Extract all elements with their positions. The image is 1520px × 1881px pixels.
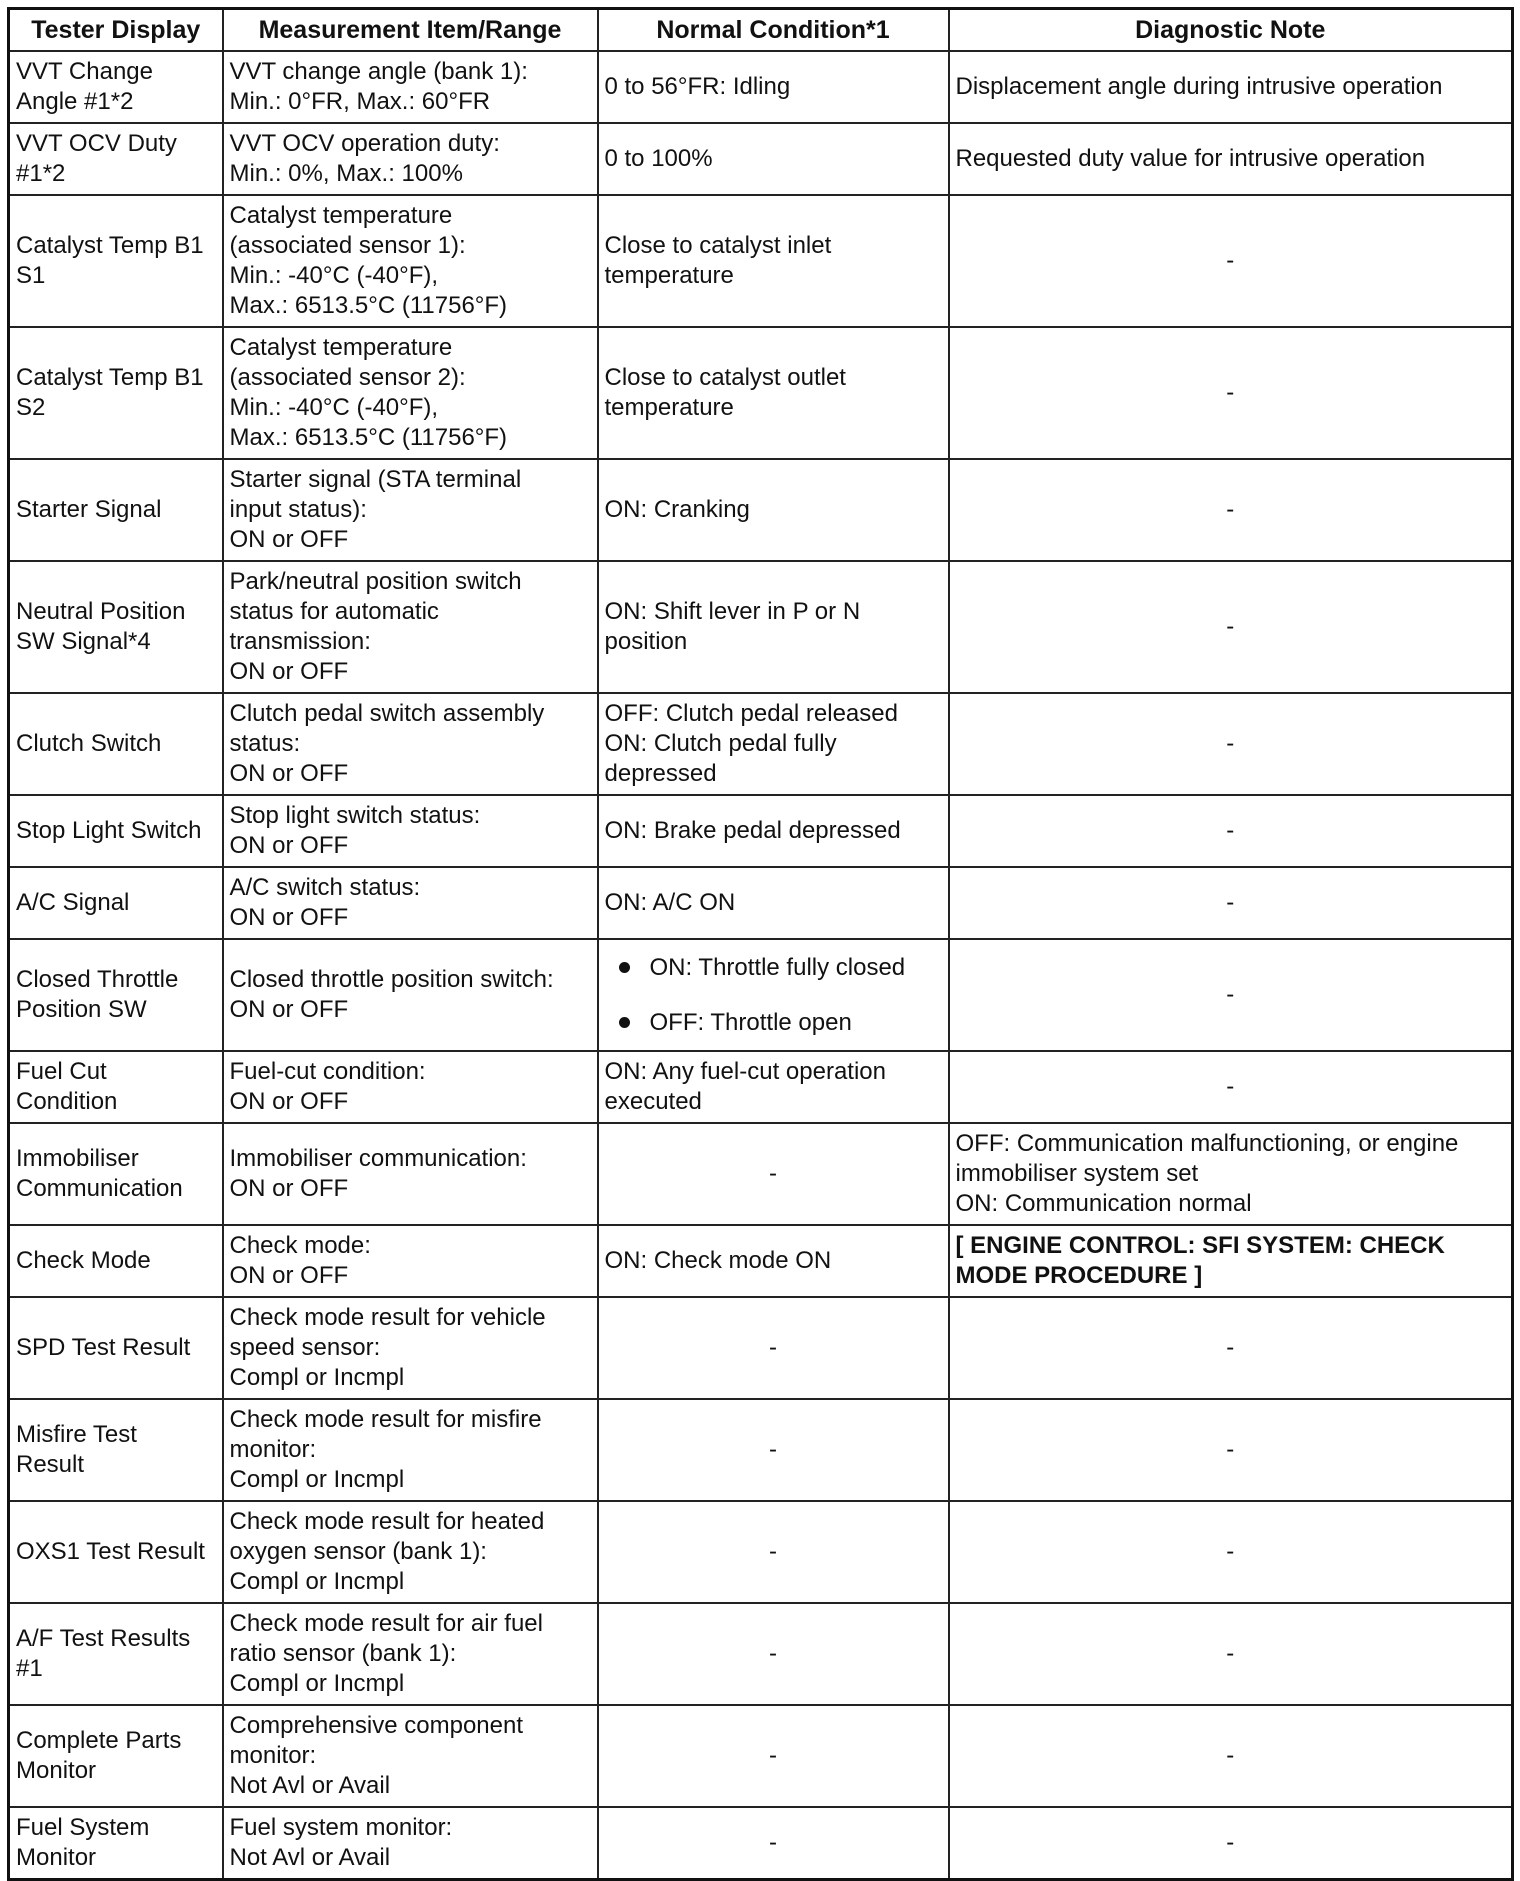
- display-line: Fuel System: [16, 1813, 150, 1841]
- display-line: #1: [16, 1655, 43, 1682]
- cell-normal-condition: [598, 561, 949, 693]
- cell-diagnostic-note: [949, 939, 1513, 1051]
- cell-normal-condition: [598, 1705, 949, 1807]
- cell-measurement-item: [223, 1297, 598, 1399]
- note-line: -: [1226, 613, 1235, 640]
- note-line: -: [1226, 1436, 1235, 1463]
- cell-normal-condition: [598, 1807, 949, 1879]
- cell-tester-display: [9, 795, 223, 867]
- cell-measurement-item: [223, 561, 598, 693]
- header-measurement-item: Measurement Item/Range: [223, 9, 598, 52]
- measurement-line: monitor:: [229, 1742, 317, 1769]
- note-line: ON: Communication normal: [955, 1190, 1252, 1217]
- note_bold-line: [ ENGINE CONTROL: SFI SYSTEM: CHECK: [955, 1232, 1445, 1259]
- measurement-line: ON or OFF: [229, 996, 349, 1023]
- display-line: Neutral Position: [16, 598, 186, 625]
- data-list-sheet: [7, 7, 1511, 1872]
- normal-line: ON: A/C ON: [604, 889, 736, 916]
- cell-tester-display: [9, 123, 223, 195]
- cell-diagnostic-note: [949, 1807, 1513, 1879]
- cell-measurement-item: [223, 693, 598, 795]
- measurement-line: Max.: 6513.5°C (11756°F): [229, 424, 508, 451]
- table-row: [9, 51, 1513, 123]
- cell-diagnostic-note: [949, 51, 1513, 123]
- cell-measurement-item: [223, 195, 598, 327]
- cell-measurement-item: [223, 939, 598, 1051]
- measurement-line: Max.: 6513.5°C (11756°F): [229, 292, 508, 319]
- measurement-line: Closed throttle position switch:: [229, 966, 554, 993]
- measurement-line: Starter signal (STA terminal: [229, 466, 522, 493]
- measurement-line: ON or OFF: [229, 832, 349, 859]
- cell-diagnostic-note: [949, 1603, 1513, 1705]
- measurement-line: Check mode result for heated: [229, 1508, 545, 1535]
- cell-diagnostic-note: [949, 195, 1513, 327]
- measurement-line: Park/neutral position switch: [229, 568, 522, 595]
- display-line: Catalyst Temp B1: [16, 232, 204, 259]
- display-line: Monitor: [16, 1757, 97, 1784]
- table-header-row: [9, 9, 1513, 52]
- cell-measurement-item: [223, 1603, 598, 1705]
- normal-line: -: [769, 1640, 777, 1667]
- measurement-line: ON or OFF: [229, 1175, 349, 1202]
- cell-tester-display: [9, 1123, 223, 1225]
- normal-line: depressed: [604, 760, 717, 787]
- display-line: Catalyst Temp B1: [16, 364, 204, 391]
- header-diagnostic-note: Diagnostic Note: [949, 9, 1513, 52]
- measurement-line: Check mode:: [229, 1232, 371, 1259]
- table-row: [9, 123, 1513, 195]
- cell-normal-condition: [598, 327, 949, 459]
- display-line: SW Signal*4: [16, 628, 151, 655]
- measurement-line: Catalyst temperature: [229, 202, 453, 229]
- header-tester-display: Tester Display: [9, 9, 223, 52]
- table-row: [9, 1297, 1513, 1399]
- normal-line: ON: Check mode ON: [604, 1247, 832, 1274]
- cell-diagnostic-note: [949, 1399, 1513, 1501]
- cell-measurement-item: [223, 1807, 598, 1879]
- cell-tester-display: [9, 1297, 223, 1399]
- display-line: Communication: [16, 1175, 183, 1202]
- table-body: [9, 51, 1513, 1879]
- cell-measurement-item: [223, 327, 598, 459]
- cell-tester-display: [9, 561, 223, 693]
- display-line: Monitor: [16, 1843, 97, 1871]
- note_bold-line: MODE PROCEDURE ]: [955, 1262, 1203, 1289]
- cell-normal-condition: [598, 1603, 949, 1705]
- measurement-line: Compl or Incmpl: [229, 1466, 405, 1493]
- measurement-line: Compl or Incmpl: [229, 1568, 405, 1595]
- normal-line: ON: Brake pedal depressed: [604, 817, 901, 844]
- measurement-line: ON or OFF: [229, 1088, 349, 1115]
- table-row: [9, 1123, 1513, 1225]
- note-line: -: [1226, 1073, 1235, 1100]
- normal-line: -: [769, 1538, 777, 1565]
- cell-normal-condition: [598, 51, 949, 123]
- measurement-line: input status):: [229, 496, 367, 523]
- measurement-line: status:: [229, 730, 301, 757]
- display-line: SPD Test Result: [16, 1334, 191, 1361]
- note-line: Displacement angle during intrusive operation: [955, 73, 1443, 100]
- cell-diagnostic-note: [949, 561, 1513, 693]
- display-line: #1*2: [16, 160, 66, 187]
- measurement-line: ON or OFF: [229, 1262, 349, 1289]
- note-line: -: [1226, 1640, 1235, 1667]
- cell-normal-condition: [598, 1123, 949, 1225]
- measurement-line: Min.: -40°C (-40°F),: [229, 394, 439, 421]
- note-line: -: [1226, 1538, 1235, 1565]
- note-line: -: [1226, 379, 1235, 406]
- cell-normal-condition: [598, 1501, 949, 1603]
- note-line: -: [1226, 1334, 1235, 1361]
- display-line: Condition: [16, 1088, 118, 1115]
- table-row: [9, 1225, 1513, 1297]
- cell-normal-condition: [598, 939, 949, 1051]
- table-row: [9, 1705, 1513, 1807]
- bullet-text: ON: Throttle fully closed: [649, 953, 906, 981]
- normal-line: -: [769, 1334, 777, 1361]
- cell-diagnostic-note: [949, 1501, 1513, 1603]
- measurement-line: Fuel-cut condition:: [229, 1058, 426, 1085]
- measurement-line: Comprehensive component: [229, 1712, 523, 1739]
- display-line: Stop Light Switch: [16, 817, 202, 844]
- measurement-line: monitor:: [229, 1436, 317, 1463]
- cell-tester-display: [9, 1225, 223, 1297]
- measurement-line: VVT change angle (bank 1):: [229, 58, 528, 85]
- measurement-line: Min.: 0°FR, Max.: 60°FR: [229, 88, 491, 115]
- measurement-line: VVT OCV operation duty:: [229, 130, 500, 157]
- display-line: Misfire Test: [16, 1421, 137, 1448]
- normal-line: executed: [604, 1088, 702, 1115]
- normal-line: ON: Cranking: [604, 496, 750, 523]
- cell-normal-condition: [598, 693, 949, 795]
- normal-line: Close to catalyst outlet: [604, 364, 846, 391]
- table-row: [9, 561, 1513, 693]
- normal-line: 0 to 100%: [604, 145, 713, 172]
- note-line: -: [1226, 247, 1235, 274]
- normal-line: ON: Clutch pedal fully: [604, 730, 837, 757]
- table-row: [9, 939, 1513, 1051]
- cell-normal-condition: [598, 867, 949, 939]
- cell-diagnostic-note: [949, 1051, 1513, 1123]
- cell-normal-condition: [598, 1297, 949, 1399]
- display-line: A/C Signal: [16, 889, 130, 916]
- normal-line: 0 to 56°FR: Idling: [604, 73, 791, 100]
- measurement-line: (associated sensor 2):: [229, 364, 466, 391]
- cell-diagnostic-note: [949, 1123, 1513, 1225]
- measurement-line: Stop light switch status:: [229, 802, 481, 829]
- note-line: -: [1226, 889, 1235, 916]
- note-line: immobiliser system set: [955, 1160, 1199, 1187]
- display-line: S2: [16, 394, 46, 421]
- cell-tester-display: [9, 195, 223, 327]
- bullet-item: [599, 940, 948, 995]
- measurement-line: ON or OFF: [229, 904, 349, 931]
- cell-measurement-item: [223, 1501, 598, 1603]
- display-line: OXS1 Test Result: [16, 1538, 205, 1565]
- cell-tester-display: [9, 867, 223, 939]
- data-list-table: [7, 7, 1514, 1881]
- cell-tester-display: [9, 327, 223, 459]
- cell-normal-condition: [598, 795, 949, 867]
- display-line: Closed Throttle: [16, 966, 179, 993]
- bullet-text: OFF: Throttle open: [649, 1008, 852, 1036]
- cell-tester-display: [9, 1399, 223, 1501]
- normal-line: Close to catalyst inlet: [604, 232, 832, 259]
- measurement-line: oxygen sensor (bank 1):: [229, 1538, 487, 1565]
- normal-line: position: [604, 628, 688, 655]
- bullet-item: [599, 995, 948, 1050]
- cell-normal-condition: [598, 1399, 949, 1501]
- cell-diagnostic-note: [949, 1705, 1513, 1807]
- display-line: Complete Parts: [16, 1727, 182, 1754]
- cell-tester-display: [9, 1501, 223, 1603]
- display-line: Angle #1*2: [16, 88, 134, 115]
- cell-measurement-item: [223, 1225, 598, 1297]
- table-row: [9, 867, 1513, 939]
- cell-normal-condition: [598, 1051, 949, 1123]
- table-row: [9, 693, 1513, 795]
- cell-measurement-item: [223, 1051, 598, 1123]
- measurement-line: speed sensor:: [229, 1334, 381, 1361]
- normal-line: temperature: [604, 262, 734, 289]
- note-line: -: [1226, 496, 1235, 523]
- display-line: S1: [16, 262, 46, 289]
- measurement-line: Check mode result for misfire: [229, 1406, 542, 1433]
- bullet-dot-icon: [619, 1017, 630, 1028]
- measurement-line: Min.: 0%, Max.: 100%: [229, 160, 463, 187]
- cell-tester-display: [9, 51, 223, 123]
- table-row: [9, 1399, 1513, 1501]
- table-row: [9, 1051, 1513, 1123]
- measurement-line: Not Avl or Avail: [229, 1843, 391, 1871]
- measurement-line: Immobiliser communication:: [229, 1145, 527, 1172]
- normal-line: ON: Any fuel-cut operation: [604, 1058, 886, 1085]
- measurement-line: Fuel system monitor:: [229, 1813, 453, 1841]
- cell-measurement-item: [223, 459, 598, 561]
- measurement-line: ON or OFF: [229, 760, 349, 787]
- note-line: -: [1226, 981, 1235, 1008]
- measurement-line: Check mode result for air fuel: [229, 1610, 543, 1637]
- cell-measurement-item: [223, 1123, 598, 1225]
- note-line: -: [1226, 1828, 1235, 1856]
- normal-line: -: [769, 1742, 777, 1769]
- bullet-list: [599, 940, 948, 1050]
- normal-line: -: [769, 1160, 777, 1187]
- normal-line: ON: Shift lever in P or N: [604, 598, 861, 625]
- header-normal-condition: Normal Condition*1: [598, 9, 949, 52]
- bullet-dot-icon: [619, 962, 630, 973]
- display-line: Clutch Switch: [16, 730, 162, 757]
- display-line: Immobiliser: [16, 1145, 139, 1172]
- cell-measurement-item: [223, 867, 598, 939]
- cell-diagnostic-note: [949, 1297, 1513, 1399]
- cell-normal-condition: [598, 195, 949, 327]
- measurement-line: Not Avl or Avail: [229, 1772, 391, 1799]
- measurement-line: Compl or Incmpl: [229, 1364, 405, 1391]
- table-row: [9, 795, 1513, 867]
- cell-tester-display: [9, 939, 223, 1051]
- cell-measurement-item: [223, 51, 598, 123]
- display-line: Result: [16, 1451, 85, 1478]
- display-line: Position SW: [16, 996, 147, 1023]
- measurement-line: Min.: -40°C (-40°F),: [229, 262, 439, 289]
- cell-diagnostic-note: [949, 867, 1513, 939]
- table-row: [9, 1603, 1513, 1705]
- cell-normal-condition: [598, 123, 949, 195]
- cell-diagnostic-note[interactable]: [949, 1225, 1513, 1297]
- cell-measurement-item: [223, 795, 598, 867]
- cell-measurement-item: [223, 123, 598, 195]
- measurement-line: Catalyst temperature: [229, 334, 453, 361]
- cell-diagnostic-note: [949, 795, 1513, 867]
- display-line: VVT OCV Duty: [16, 130, 177, 157]
- cell-measurement-item: [223, 1399, 598, 1501]
- display-line: A/F Test Results: [16, 1625, 191, 1652]
- table-row: [9, 459, 1513, 561]
- cell-diagnostic-note: [949, 123, 1513, 195]
- display-line: VVT Change: [16, 58, 153, 85]
- normal-line: -: [769, 1828, 777, 1856]
- measurement-line: ON or OFF: [229, 658, 349, 685]
- cell-tester-display: [9, 1807, 223, 1879]
- cell-diagnostic-note: [949, 459, 1513, 561]
- measurement-line: Clutch pedal switch assembly: [229, 700, 545, 727]
- normal-line: -: [769, 1436, 777, 1463]
- measurement-line: A/C switch status:: [229, 874, 421, 901]
- display-line: Starter Signal: [16, 496, 162, 523]
- measurement-line: transmission:: [229, 628, 371, 655]
- cell-tester-display: [9, 693, 223, 795]
- cell-tester-display: [9, 459, 223, 561]
- measurement-line: Check mode result for vehicle: [229, 1304, 546, 1331]
- measurement-line: status for automatic: [229, 598, 439, 625]
- cell-measurement-item: [223, 1705, 598, 1807]
- note-line: -: [1226, 817, 1235, 844]
- cell-diagnostic-note: [949, 693, 1513, 795]
- table-row: [9, 195, 1513, 327]
- cell-normal-condition: [598, 459, 949, 561]
- table-row: [9, 1501, 1513, 1603]
- note-line: OFF: Communication malfunctioning, or engine: [955, 1130, 1459, 1157]
- normal-line: OFF: Clutch pedal released: [604, 700, 898, 727]
- measurement-line: ratio sensor (bank 1):: [229, 1640, 457, 1667]
- display-line: Check Mode: [16, 1247, 151, 1274]
- table-row: [9, 327, 1513, 459]
- cell-normal-condition: [598, 1225, 949, 1297]
- cell-diagnostic-note: [949, 327, 1513, 459]
- note-line: Requested duty value for intrusive operation: [955, 145, 1426, 172]
- note-line: -: [1226, 730, 1235, 757]
- cell-tester-display: [9, 1603, 223, 1705]
- display-line: Fuel Cut: [16, 1058, 107, 1085]
- cell-tester-display: [9, 1705, 223, 1807]
- normal-line: temperature: [604, 394, 734, 421]
- measurement-line: ON or OFF: [229, 526, 349, 553]
- measurement-line: (associated sensor 1):: [229, 232, 466, 259]
- measurement-line: Compl or Incmpl: [229, 1670, 405, 1697]
- note-line: -: [1226, 1742, 1235, 1769]
- table-row: [9, 1807, 1513, 1879]
- cell-tester-display: [9, 1051, 223, 1123]
